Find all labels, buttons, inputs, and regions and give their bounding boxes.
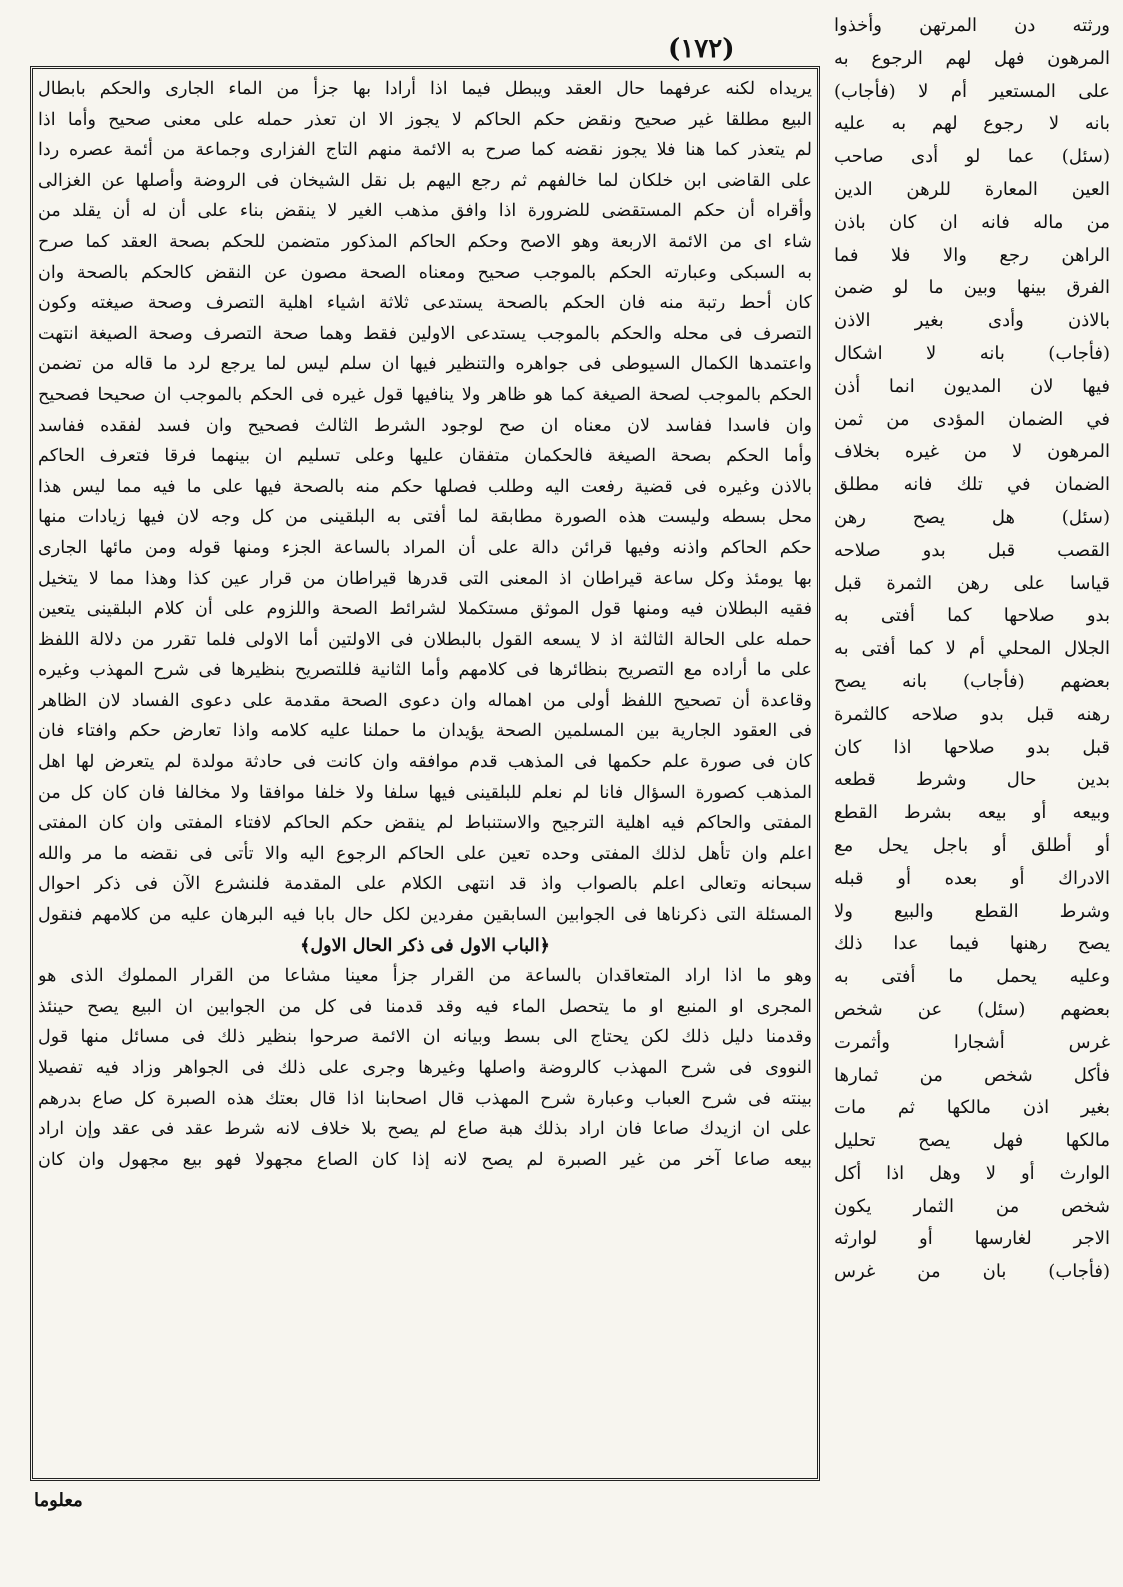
main-text-line: وان فاسدا ففاسد لان معناه ان صح لوجود الشرط الثالث فصحيح وان فسد لفقده ففاسد [38,415,812,436]
main-text-line: سبحانه وتعالى اعلم بالصواب واذ قد انتهى الكلام على المقدمة فلنشرع الآن فى ذكر احوال [38,874,812,895]
margin-text-line: في الضمان المؤدى من ثمن [834,408,1110,430]
main-text-line: وأقراه أن حكم المستقضى للضرورة اذا وافق مذهب الغير لا ينقض بناء على أن له أن يقلد من [38,201,812,222]
main-text-line: شاء اى من الائمة الاربعة وهو الاصح وحكم الحاكم المذكور متضمن للحكم بصحة العقد كما صرح [38,231,812,252]
main-text-line: به السبكى وعبارته الحكم بالموجب صحيح ومعناه الصحة مصون عن النقض كالحكم بالصحة وان [38,262,812,283]
margin-text-line: رهنه قبل بدو صلاحه كالثمرة [834,703,1110,725]
margin-text-line: وشرط القطع والبيع ولا [834,900,1110,922]
main-text-line: بيعه صاعا آخر من غير الصبرة لم يصح لانه إذا كان الصاع مجهولا فهو بيع مجهول وان كان [38,1149,812,1170]
main-text-line: لم يتعذر كما هنا فلا يجوز نقضه كما صرح به الائمة منهم التاج الفزارى وجماعة من أئمة عصره ردا [38,140,812,161]
margin-text-line: (سئل) هل يصح رهن [834,506,1110,528]
main-text-line: بالاذن وغيره فى قضية رفعت اليه وطلب فصلها حكم منه بالصحة فيها على ما فيه مما ليس هذا [38,476,812,497]
page-number: (١٧٢) [668,34,735,64]
margin-text-line: أو أطلق أو باجل يحل مع [834,834,1110,856]
main-text-line: وقدمنا دليل ذلك لكن يحتاج الى بسط وبيانه ان الائمة صرحوا بنظير ذلك فى مسائل منها قول [38,1027,812,1048]
margin-text-line: قياسا على رهن الثمرة قبل [834,572,1110,594]
main-text-line: محل بسطه وليست هذه الصورة مطابقة لما أفتى به البلقينى من كل وجه لان فيها زيادات منها [38,507,812,528]
main-text-line: التصرف فى محله والحكم بالموجب يستدعى الاولين فقط وهما صحة التصرف وصحة الصيغة انتهت [38,323,812,344]
margin-text-line: الادراك أو بعده أو قبله [834,867,1110,889]
margin-text-line: وبيعه أو بيعه بشرط القطع [834,802,1110,824]
margin-text-line: بانه لا رجوع لهم به عليه [834,113,1110,135]
main-text-line: النووى فى شرح المهذب كالروضة واصلها وغيرها وجرى على ذلك فى الجواهر وزاد فيه تفصيلا [38,1058,812,1078]
main-text-line: يريداه لكنه عرفهما حال العقد ويبطل فيما اذا أرادا بها جزأ من الماء الجارى والحكم بابطال [38,79,812,99]
main-text-line: فقيه البطلان فيه ومنها قول الموثق مستكملا لشرائط الصحة واللزوم على أن كلام البلقينى يتعين [38,599,812,620]
main-text-line: المجرى او المنبع او ما يتحصل الماء فيه وقد قدمنا فى كل من الجوابين ان البيع يصح حينئذ [38,996,812,1017]
margin-text-line: فيها لان المديون انما أذن [834,375,1110,397]
margin-text-line: المرهون فهل لهم الرجوع به [834,47,1110,69]
margin-text-line: مالكها فهل يصح تحليل [834,1130,1110,1152]
main-text-line: بها يومئذ وكل ساعة قيراطان اذ المعنى التى قدرها قيراطان من قرار عين كذا وهذا مما لا يتخيل [38,568,812,589]
margin-text-line: بالاذن وأدى بغير الاذن [834,310,1110,332]
margin-text-line: الجلال المحلي أم لا كما أفتى به [834,638,1110,660]
main-text-line: المفتى والحاكم فيه اهلية الترجيح والاستنباط لم ينقض حكم الحاكم لافتاء المفتى وان كان المفتى [38,813,812,834]
main-text-line: على القاضى ابن خلكان لما خالفهم ثم رجع اليهم بل نقل الشيخان فى الروضة وأصلها عن الغزالى [38,170,812,191]
main-text-block [38,74,812,1175]
main-text-line: وهو ما اذا اراد المتعاقدان بالساعة من القرار جزأ معينا مشاعا من القرار المملوك الذى هو [38,966,812,987]
margin-text-line: بعضهم (فأجاب) بانه يصح [834,670,1110,692]
margin-text-line: المرهون لا من غيره بخلاف [834,441,1110,463]
main-text-line: اعلم وان تأهل لذلك المفتى وحده تعين على الحاكم الرجوع اليه والا تأتى فى نقضه ما مر والله [38,843,812,864]
margin-text-line: الوارث أو لا وهل اذا أكل [834,1162,1110,1184]
main-text-line: المذهب كصورة السؤال فانا لم نعلم للبلقينى فيها سلفا ولا خلفا موافقا ولا مخالفا فان كان كل من [38,782,812,803]
main-text-line: كان فى صورة علم حكمها فى المذهب قدم موافقه وان كانت فى حادثة مولدة لم يتعرض لها اهل [38,752,812,773]
margin-text-line: ورثته دن المرتهن وأخذوا [834,15,1110,36]
margin-text-line: الاجر لغارسها أو لوارثه [834,1228,1110,1250]
margin-text-line: بعضهم (سئل) عن شخص [834,998,1110,1020]
margin-text-line: وعليه يحمل ما أفتى به [834,966,1110,988]
margin-commentary [834,10,1110,1289]
main-text-line: فى العقود الجارية بين المسلمين الصحة يؤيدان ما حملنا عليه كلامه واذا تعارض حكم وافتاء فان [38,721,812,742]
margin-text-line: (فأجاب) بانه لا اشكال [834,342,1110,364]
margin-text-line: (فأجاب) بان من غرس [834,1261,1110,1283]
main-text-line: واعتمدها الكمال السيوطى فى جواهره والتنظير فيها ان سلم ليس لما يرجع لرد ما قاله من تضمن [38,354,812,375]
main-text-line: الحكم بالموجب لصحة الصيغة كما هو ظاهر ولا ينافيها قول غيره فى الحكم بالموجب ان صحيحا فصحيح [38,384,812,405]
margin-text-line: غرس أشجارا وأثمرت [834,1031,1110,1053]
margin-text-line: يصح رهنها فيما عدا ذلك [834,933,1110,955]
margin-text-line: العين المعارة للرهن الدين [834,178,1110,200]
main-text-line: البيع مطلقا غير صحيح ونقض حكم الحاكم لا يجوز الا ان تعذر حمله على معنى صحيح وأما اذا [38,109,812,130]
main-text-line: وأما الحكم بصحة الصيغة فالحكمان متفقان عليها وعلى تسليم ان بينهما فرقا فتعرف الحاكم [38,446,812,467]
margin-text-line: الفرق بينها وبين ما لو ضمن [834,277,1110,299]
main-text-line: حمله على الحالة الثالثة اذ لا يسعه القول بالبطلان فى الاولتين أما الاولى فلما تقرر من دلالة اللفظ [38,629,812,650]
catchword: معلوما [34,1490,83,1511]
margin-text-line: على المستعير أم لا (فأجاب) [834,80,1110,102]
margin-text-line: فأكل شخص من ثمارها [834,1064,1110,1086]
main-text-line: بينته فى شرح العباب وعبارة شرح المهذب قال اصحابنا اذا قال بعتك هذه الصبرة كل صاع بدرهم [38,1088,812,1109]
margin-text-line: من ماله فانه ان كان باذن [834,211,1110,233]
margin-text-line: الضمان في تلك فانه مطلق [834,474,1110,496]
main-text-line: على ان ازيدك صاعا فان اراد بذلك هبة صاع لم يصح بلا خلاف لانه شرط عقد فى عقد وإن اراد [38,1119,812,1140]
margin-text-line: الراهن رجع والا فلا فما [834,244,1110,266]
main-text-line: وقاعدة أن تصحيح اللفظ أولى من اهماله وان دعوى الصحة مقدمة على دعوى الفساد لان الظاهر [38,690,812,711]
margin-text-line: بدين حال وشرط قطعه [834,769,1110,791]
main-text-line: المسئلة التى ذكرناها فى الجوابين السابقين مفردين لكل حال بابا فيه البرهان عليه من كلامهم فنقول [38,905,812,926]
main-text-line: كان أحط رتبة منه فان الحكم بالصحة يستدعى ثلاثة اشياء اهلية التصرف وصحة صيغته وكون [38,293,812,314]
margin-text-line: القصب قبل بدو صلاحه [834,539,1110,561]
margin-text-line: شخص من الثمار يكون [834,1195,1110,1217]
chapter-heading: ﴿الباب الاول فى ذكر الحال الاول﴾ [300,934,550,956]
margin-text-line: (سئل) عما لو أدى صاحب [834,146,1110,168]
margin-text-line: بغير اذن مالكها ثم مات [834,1097,1110,1119]
main-text-line: حكم الحاكم واذنه وفيها قرائن دالة على أن المراد بالساعة الجزء ومنها قوله ومن مائها الجارى [38,537,812,558]
main-text-line: على ما أراده مع التصريح بنظائرها فى كلامهم وأما الثانية فللتصريح بنظيرها فى شرح المهذب وغيره [38,660,812,681]
margin-text-line: قبل بدو صلاحها اذا كان [834,736,1110,758]
margin-text-line: بدو صلاحها كما أفتى به [834,605,1110,627]
